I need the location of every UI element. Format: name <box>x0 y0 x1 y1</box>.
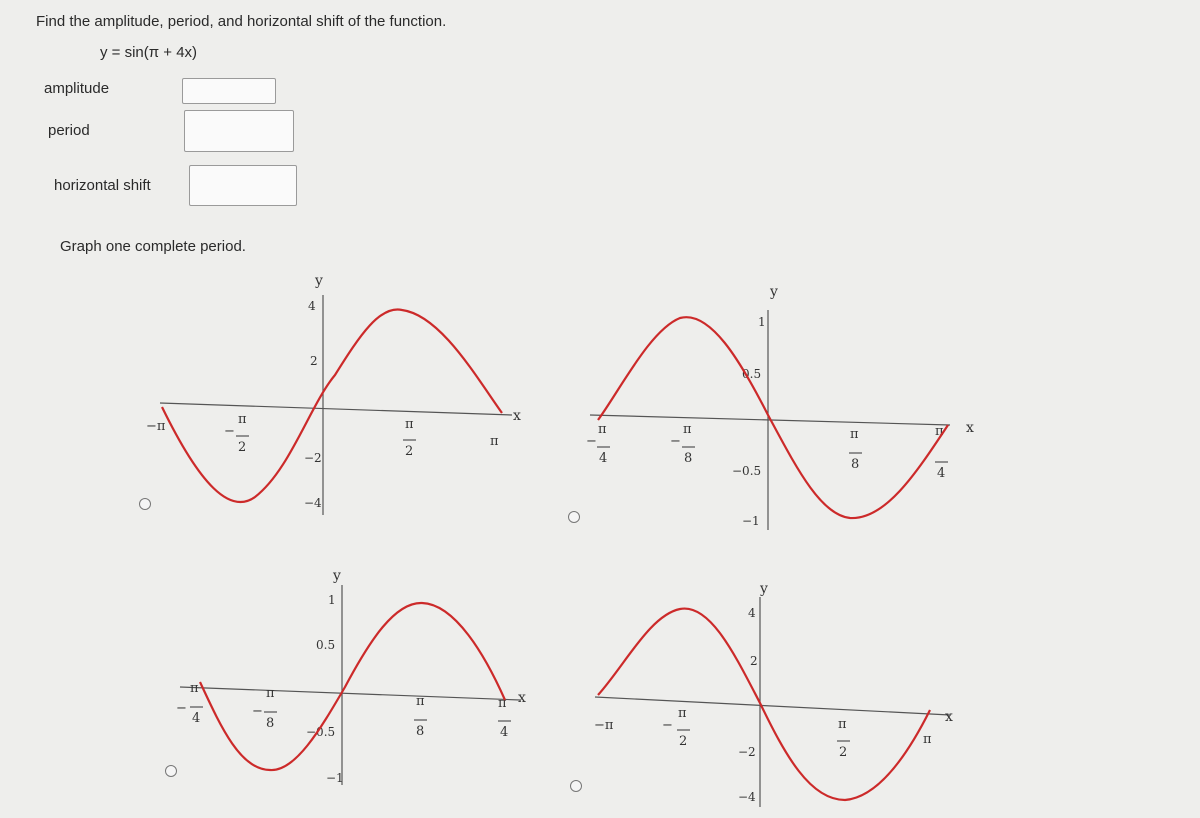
horizontal-shift-input[interactable] <box>189 165 297 206</box>
y-tick-label: 2 <box>750 654 758 668</box>
x-tick-label: π <box>190 681 199 696</box>
x-axis <box>160 403 512 415</box>
x-tick-label: π <box>850 427 859 442</box>
sine-curve <box>598 609 930 800</box>
y-tick-label: 0.5 <box>742 367 762 381</box>
period-label: period <box>48 122 90 139</box>
x-tick-den: 2 <box>839 745 848 760</box>
y-tick-label: 1 <box>328 593 336 607</box>
x-tick-label: π <box>490 434 499 449</box>
x-tick-label: π <box>598 422 607 437</box>
x-tick-den: 2 <box>238 440 247 455</box>
x-axis-label: x <box>513 408 521 424</box>
x-tick-sign: − <box>252 704 263 719</box>
x-tick-sign: − <box>176 701 187 716</box>
y-tick-label: −4 <box>738 790 756 804</box>
sine-curve <box>162 309 502 502</box>
x-tick-label: −π <box>594 718 614 733</box>
y-tick-label: −4 <box>304 496 322 510</box>
y-tick-label: −2 <box>738 745 756 759</box>
x-tick-den: 8 <box>851 457 860 472</box>
y-axis-label: y <box>770 284 778 300</box>
graph-option-d[interactable] <box>580 575 980 815</box>
graph-option-b-radio[interactable] <box>568 511 580 523</box>
y-tick-label: 1 <box>758 315 766 329</box>
x-tick-label: π <box>266 686 275 701</box>
y-axis-label: y <box>333 568 341 584</box>
sine-curve <box>200 603 505 770</box>
graph-option-c[interactable] <box>160 560 560 790</box>
graph-option-b[interactable] <box>580 280 1000 540</box>
y-axis-label: y <box>760 581 768 597</box>
y-tick-label: 4 <box>748 606 756 620</box>
x-tick-label: π <box>838 717 847 732</box>
x-tick-label: π <box>238 412 247 427</box>
x-tick-label: π <box>416 694 425 709</box>
y-tick-label: 4 <box>308 299 316 313</box>
y-tick-label: −1 <box>742 514 760 528</box>
question-text: Find the amplitude, period, and horizontal shift of the function. <box>36 13 447 30</box>
x-axis-label: x <box>518 690 526 706</box>
x-tick-labels <box>594 706 932 760</box>
x-axis-label: x <box>945 709 953 725</box>
function-text: y = sin(π + 4x) <box>100 44 198 61</box>
x-tick-den: 2 <box>679 734 688 749</box>
x-tick-labels <box>586 422 945 481</box>
x-tick-label: π <box>498 696 507 711</box>
x-tick-sign: − <box>224 424 235 439</box>
x-tick-den: 8 <box>416 724 425 739</box>
x-axis-label: x <box>966 420 974 436</box>
x-tick-label: π <box>678 706 687 721</box>
y-tick-labels <box>304 299 322 510</box>
graph-prompt: Graph one complete period. <box>60 238 246 255</box>
x-tick-den: 4 <box>192 711 201 726</box>
y-tick-label: −1 <box>326 771 344 785</box>
period-input[interactable] <box>184 110 294 152</box>
y-tick-label: 2 <box>310 354 318 368</box>
y-tick-label: −0.5 <box>306 725 336 739</box>
horizontal-shift-label: horizontal shift <box>54 177 151 194</box>
x-tick-den: 8 <box>684 451 693 466</box>
x-tick-den: 4 <box>500 725 509 740</box>
y-tick-label: 0.5 <box>316 638 336 652</box>
x-tick-den: 8 <box>266 716 275 731</box>
y-axis-label: y <box>315 273 323 289</box>
x-tick-label: π <box>935 424 944 439</box>
y-tick-labels <box>732 315 766 528</box>
x-axis <box>595 697 950 715</box>
x-tick-den: 4 <box>599 451 608 466</box>
y-tick-labels <box>306 593 344 785</box>
x-tick-den: 2 <box>405 444 414 459</box>
x-tick-den: 4 <box>937 466 946 481</box>
x-tick-sign: − <box>662 718 673 733</box>
sine-curve <box>598 317 948 518</box>
graph-option-a[interactable] <box>140 265 540 525</box>
y-tick-label: −0.5 <box>732 464 762 478</box>
amplitude-input[interactable] <box>182 78 276 104</box>
x-axis <box>180 687 520 700</box>
amplitude-label: amplitude <box>44 80 110 97</box>
x-tick-sign: − <box>670 434 681 449</box>
x-tick-label: π <box>405 417 414 432</box>
x-tick-sign: − <box>586 434 597 449</box>
y-tick-label: −2 <box>304 451 322 465</box>
x-tick-label: π <box>683 422 692 437</box>
x-tick-label: π <box>923 732 932 747</box>
x-tick-label: −π <box>146 419 166 434</box>
